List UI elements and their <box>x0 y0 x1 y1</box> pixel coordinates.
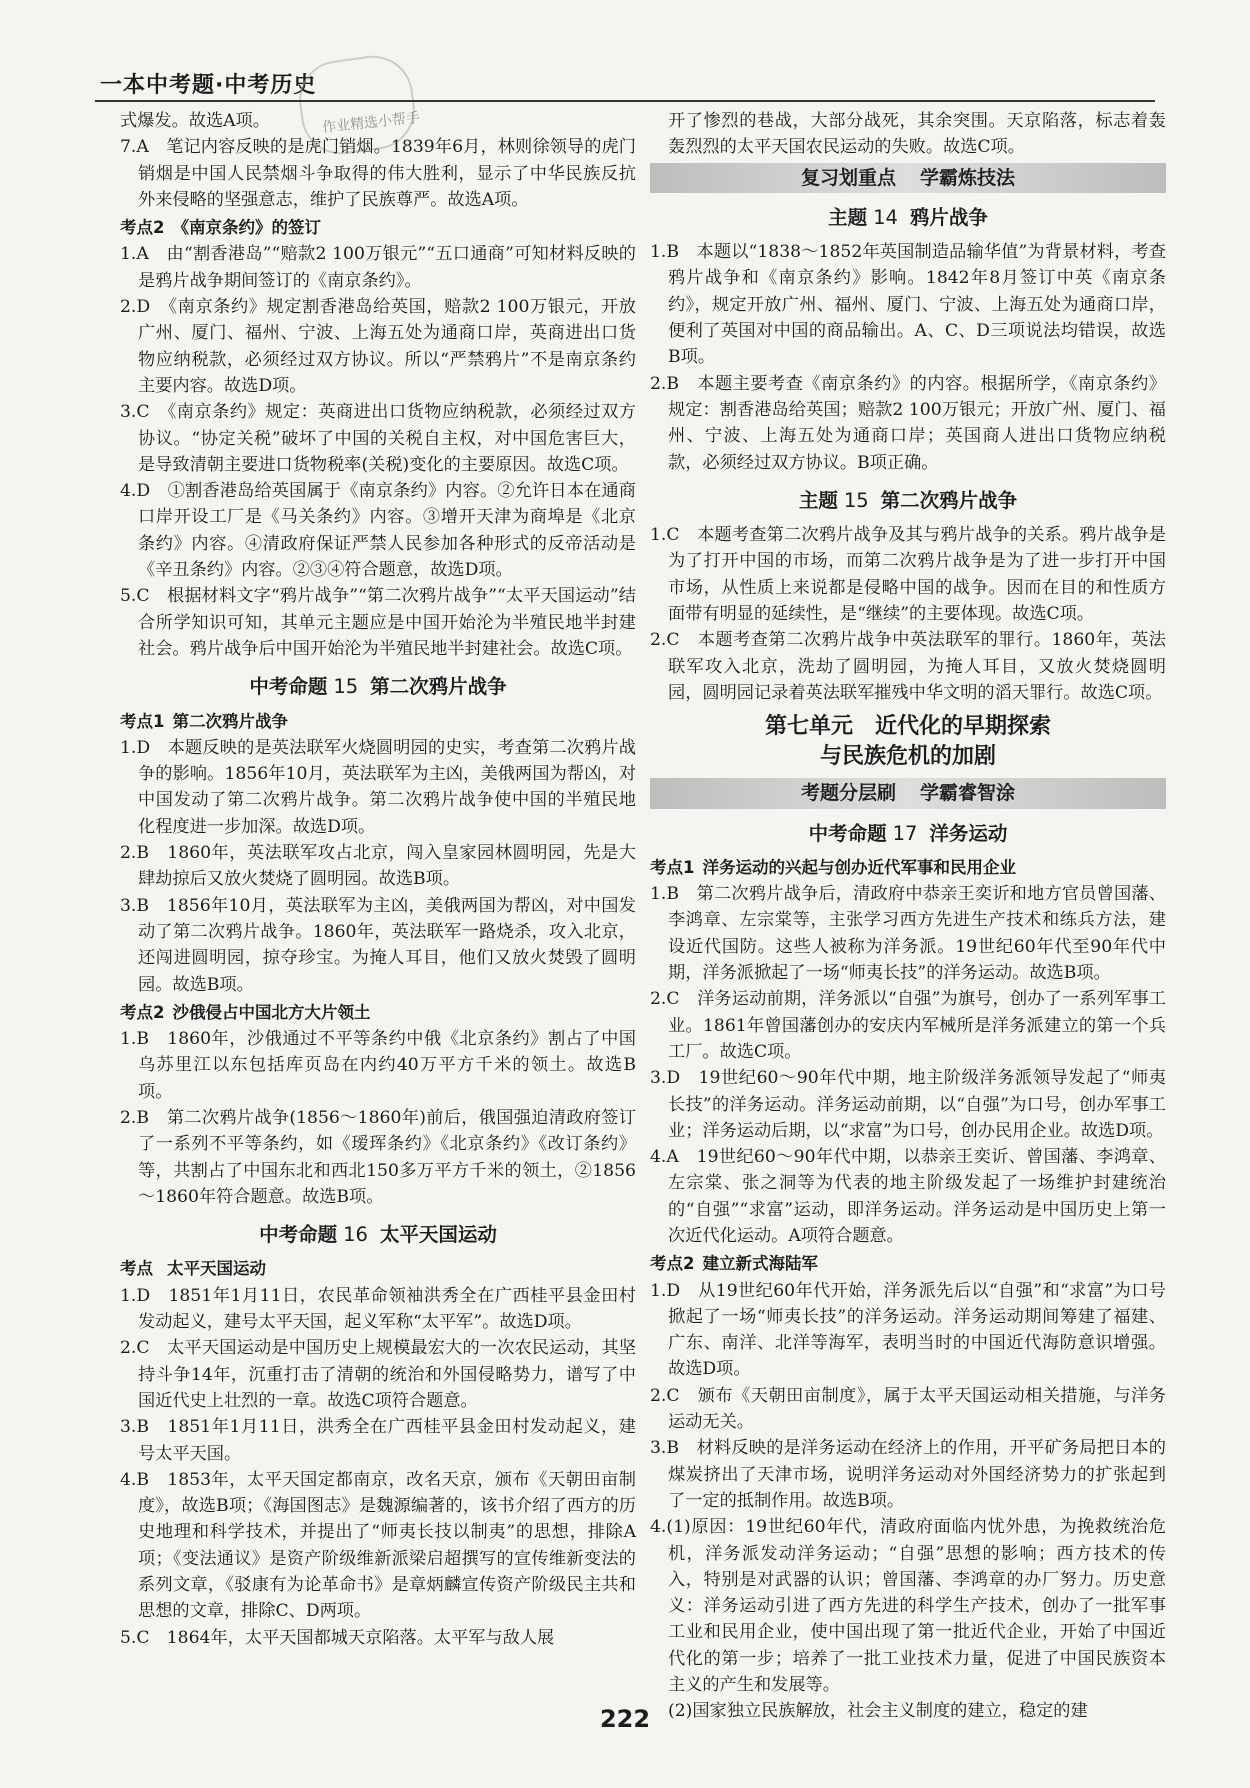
answer-item: 2.D 《南京条约》规定割香港岛给英国，赔款2 100万银元，开放广州、厦门、福州、宁波、上海五处为通商口岸，英商进出口货物应纳税款，必须经过双方协议。所以“严禁鸦片”不是南京条约主要内容。故选D项。 <box>120 297 636 396</box>
section-banner: 复习划重点 学霸炼技法 <box>650 163 1166 193</box>
kaodian-heading: 考点 太平天国运动 <box>120 1259 266 1279</box>
answer-item: 2.B 第二次鸦片战争(1856～1860年)前后，俄国强迫清政府签订了一系列不平等条约，如《瑷珲条约》《北京条约》《改订条约》等，共割占了中国东北和西北150多万平方千米的领土，②1856～1860年符合题意。故选B项。 <box>120 1107 636 1207</box>
answer-item: 3.B 1851年1月11日，洪秀全在广西桂平县金田村发动起义，建号太平天国。 <box>120 1417 636 1464</box>
answer-item: 4.(1)原因：19世纪60年代，清政府面临内忧外患，为挽救统治危机，洋务派发动洋务运动；“自强”思想的影响；西方技术的传入，特别是对武器的认识；曾国藩、李鸿章的办厂努力。历史意义：洋务运动引进了西方先进的科学生产技术，创办了一批军事工业和民用企业，使中国出现了第一批近代企业，开始了中国近代化的第一步；培养了一批工业技术力量，促进了中国民族资本主义的产生和发展等。 <box>650 1517 1166 1696</box>
right-column <box>650 108 1166 1725</box>
answer-item: 3.B 1856年10月，英法联军为主凶，美俄两国为帮凶，对中国发动了第二次鸦片战争。1860年，英法联军一路烧杀，攻入北京，还闯进圆明园，掠夺珍宝。为掩人耳目，他们又放火焚毁了圆明园。故选B项。 <box>120 895 636 995</box>
answer-item: 2.B 本题主要考查《南京条约》的内容。根据所学，《南京条约》规定：割香港岛给英国；赔款2 100万银元；开放广州、厦门、福州、宁波、上海五处为通商口岸；英国商人进出口货物应纳税款，必须经过双方协议。B项正确。 <box>650 373 1166 473</box>
answer-item: 4.A 19世纪60～90年代中期，以恭亲王奕䜣、曾国藩、李鸿章、左宗棠、张之洞等为代表的地主阶级发起了一场维护封建统治的“自强”“求富”运动，即洋务运动。洋务运动是中国历史上第一次近代化运动。A项符合题意。 <box>650 1147 1166 1246</box>
kaodian-heading: 考点2 沙俄侵占中国北方大片领土 <box>120 1002 371 1022</box>
stamp-text: 作业精选小帮手 <box>321 109 421 137</box>
answer-text: 开了惨烈的巷战，大部分战死，其余突围。天京陷落，标志着轰轰烈烈的太平天国农民运动的失败。故选C项。 <box>668 111 1166 158</box>
answer-item: 3.C 《南京条约》规定：英商进出口货物应纳税款，必须经过双方协议。“协定关税”破坏了中国的关税自主权，对中国危害巨大，是导致清朝主要进口货物税率(关税)变化的主要原因。故选C项。 <box>120 402 636 475</box>
answer-item: 7.A 笔记内容反映的是虎门销烟。1839年6月，林则徐领导的虎门销烟是中国人民禁烟斗争取得的伟大胜利，显示了中华民族反抗外来侵略的坚强意志，维护了民族尊严。故选A项。 <box>120 137 636 210</box>
answer-item: 4.D ①割香港岛给英国属于《南京条约》内容。②允许日本在通商口岸开设工厂是《马关条约》内容。③增开天津为商埠是《北京条约》内容。④清政府保证严禁人民参加各种形式的反帝活动是《辛丑条约》内容。②③④符合题意，故选D项。 <box>120 481 636 581</box>
answer-item: 2.B 1860年，英法联军攻占北京，闯入皇家园林圆明园，先是大肆劫掠后又放火焚烧了圆明园。故选B项。 <box>120 843 636 890</box>
answer-item: 5.C 1864年，太平天国都城天京陷落。太平军与敌人展 <box>120 1627 555 1648</box>
topic-heading: 中考命题 15 第二次鸦片战争 <box>249 675 507 699</box>
answer-item: 3.B 材料反映的是洋务运动在经济上的作用，开平矿务局把日本的煤炭挤出了天津市场，说明洋务运动对外国经济势力的扩张起到了一定的抵制作用。故选B项。 <box>650 1438 1166 1511</box>
kaodian-heading: 考点1 洋务运动的兴起与创办近代军事和民用企业 <box>650 857 1016 877</box>
answer-item: 1.B 本题以“1838～1852年英国制造品输华值”为背景材料，考查鸦片战争和《南京条约》影响。1842年8月签订中英《南京条约》，规定开放广州、福州、厦门、宁波、上海五处为通商口岸，便利了英国对中国的商品输出。A、C、D三项说法均错误，故选B项。 <box>650 242 1166 368</box>
answer-item: 4.B 1853年，太平天国定都南京，改名天京，颁布《天朝田亩制度》，故选B项；《海国图志》是魏源编著的，该书介绍了西方的历史地理和科学技术，并提出了“师夷长技以制夷”的思想，排除A项；《变法通议》是资产阶级维新派梁启超撰写的宣传维新变法的系列文章，《驳康有为论革命书》是章炳麟宣传资产阶级民主共和思想的文章，排除C、D两项。 <box>120 1469 636 1622</box>
answer-item: 2.C 本题考查第二次鸦片战争中英法联军的罪行。1860年，英法联军攻入北京，洗劫了圆明园，为掩人耳目，又放火焚烧圆明园，圆明园记录着英法联军摧残中华文明的滔天罪行。故选C项。 <box>650 630 1166 703</box>
header-rule <box>95 100 1155 102</box>
topic-heading: 中考命题 16 太平天国运动 <box>259 1223 497 1247</box>
answer-item: 1.D 1851年1月11日，农民革命领袖洪秀全在广西桂平县金田村发动起义，建号太平天国，起义军称“太平军”。故选D项。 <box>120 1285 636 1333</box>
answer-item: 1.B 1860年，沙俄通过不平等条约中俄《北京条约》割占了中国乌苏里江以东包括库页岛在内约40万平方千米的领土。故选B项。 <box>120 1029 636 1102</box>
answer-item: 1.A 由“割香港岛”“赔款2 100万银元”“五口通商”可知材料反映的是鸦片战争期间签订的《南京条约》。 <box>120 244 636 291</box>
topic-heading: 主题 15 第二次鸦片战争 <box>798 488 1018 512</box>
running-header: 一本中考题·中考历史 <box>100 73 317 98</box>
unit-heading: 第七单元 近代化的早期探索 与民族危机的加剧 <box>764 714 1051 770</box>
left-column <box>120 108 636 1651</box>
section-banner: 考题分层刷 学霸睿智涂 <box>650 778 1166 808</box>
answer-item: 1.D 从19世纪60年代开始，洋务派先后以“自强”和“求富”为口号掀起了一场“师夷长技”的洋务运动。洋务运动期间筹建了福建、广东、南洋、北洋等海军，表明当时的中国近代海防意识增强。故选D项。 <box>650 1280 1166 1380</box>
answer-item: 3.D 19世纪60～90年代中期，地主阶级洋务派领导发起了“师夷长技”的洋务运动。洋务运动前期，以“自强”为口号，创办军事工业；洋务运动后期，以“求富”为口号，创办民用企业。故选D项。 <box>650 1068 1166 1141</box>
answer-item: 1.B 第二次鸦片战争后，清政府中恭亲王奕䜣和地方官员曾国藩、李鸿章、左宗棠等，主张学习西方先进生产技术和练兵方法，建设近代国防。这些人被称为洋务派。19世纪60年代至90年代中期，洋务派掀起了一场“师夷长技”的洋务运动。故选B项。 <box>650 884 1166 984</box>
answer-item: 2.C 太平天国运动是中国历史上规模最宏大的一次农民运动，其坚持斗争14年，沉重打击了清朝的统治和外国侵略势力，谱写了中国近代史上壮烈的一章。故选C项符合题意。 <box>120 1338 636 1411</box>
answer-item: 2.C 洋务运动前期，洋务派以“自强”为旗号，创办了一系列军事工业。1861年曾国藩创办的安庆内军械所是洋务派建立的第一个兵工厂。故选C项。 <box>650 989 1166 1062</box>
topic-heading: 中考命题 17 洋务运动 <box>808 821 1008 845</box>
kaodian-heading: 考点2 建立新式海陆军 <box>650 1254 818 1274</box>
answer-item: 2.C 颁布《天朝田亩制度》，属于太平天国运动相关措施，与洋务运动无关。 <box>650 1385 1166 1433</box>
answer-item: 1.C 本题考查第二次鸦片战争及其与鸦片战争的关系。鸦片战争是为了打开中国的市场，而第二次鸦片战争是为了进一步打开中国市场，从性质上来说都是侵略中国的战争。因而在目的和性质方面带有明显的延续性，是“继续”的主要体现。故选C项。 <box>650 525 1166 625</box>
answer-item: 5.C 根据材料文字“鸦片战争”“第二次鸦片战争”“太平天国运动”结合所学知识可知，其单元主题应是中国开始沦为半殖民地半封建社会。鸦片战争后中国开始沦为半殖民地半封建社会。故选C项。 <box>120 586 636 659</box>
answer-text: (2)国家独立民族解放，社会主义制度的建立，稳定的建 <box>668 1701 1088 1722</box>
kaodian-heading: 考点1 第二次鸦片战争 <box>120 711 288 731</box>
answer-text: 式爆发。故选A项。 <box>120 111 270 131</box>
kaodian-heading: 考点2 《南京条约》的签订 <box>120 218 321 238</box>
page-number: 222 <box>599 1705 651 1733</box>
topic-heading: 主题 14 鸦片战争 <box>828 205 988 229</box>
answer-item: 1.D 本题反映的是英法联军火烧圆明园的史实，考查第二次鸦片战争的影响。1856年10月，英法联军为主凶，美俄两国为帮凶，对中国发动了第二次鸦片战争。第二次鸦片战争使中国的半殖民地化程度进一步加深。故选D项。 <box>120 737 636 837</box>
